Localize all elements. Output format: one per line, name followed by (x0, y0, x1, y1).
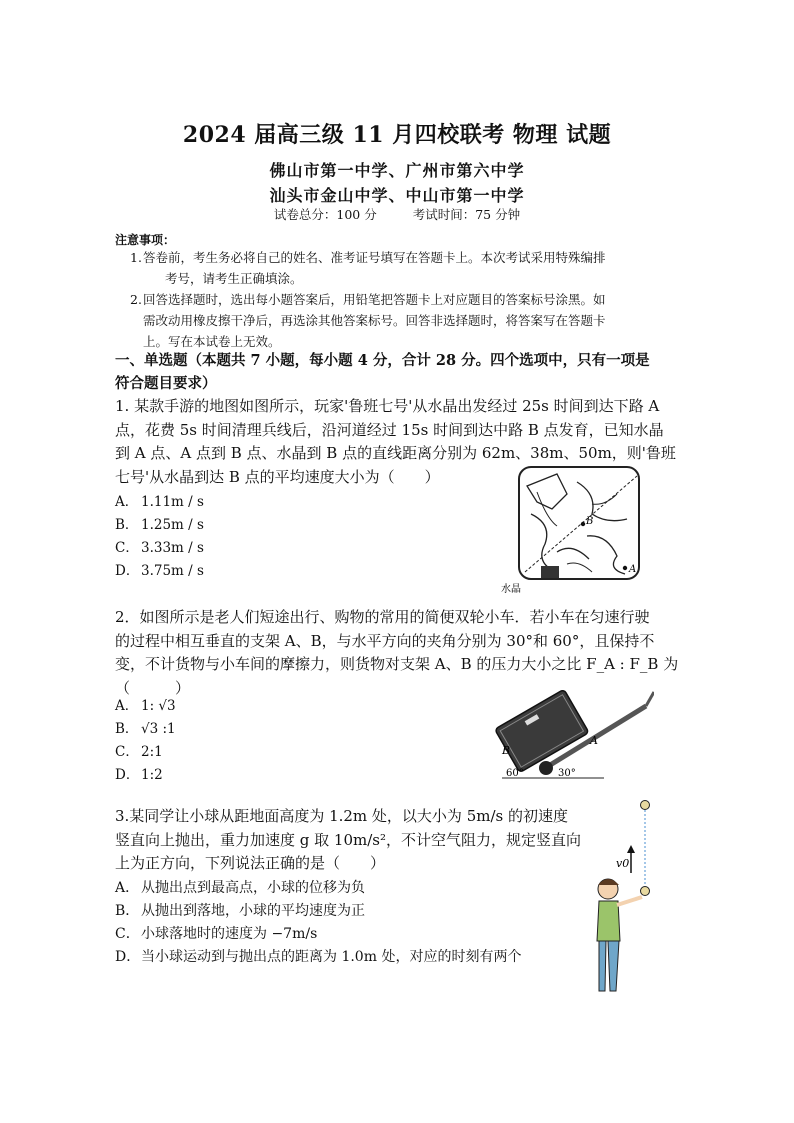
option-text: √3 :1 (141, 721, 176, 737)
q3-option-a[interactable] (115, 877, 365, 897)
angle-30-label: 30° (558, 768, 576, 779)
option-letter: C． (115, 540, 139, 556)
q3-option-c[interactable] (115, 923, 317, 943)
section-heading-line: 符合题目要求） (115, 375, 217, 392)
v0-label: v0 (616, 857, 630, 870)
option-letter: B． (115, 903, 140, 919)
notice-item-number: 1. (130, 250, 142, 265)
arm-icon (617, 897, 642, 905)
cargo-box (495, 689, 589, 772)
option-text: 1.25m / s (141, 517, 204, 533)
option-text: 3.75m / s (141, 563, 204, 579)
q1-option-c[interactable] (115, 536, 204, 556)
notice-item-number: 2. (130, 292, 142, 307)
arrow-head-icon (627, 845, 635, 853)
handle (646, 692, 654, 706)
option-letter: A． (115, 494, 139, 510)
q2-option-b[interactable] (115, 717, 176, 737)
option-text: 1.11m / s (141, 494, 204, 510)
option-letter: D． (115, 563, 140, 579)
q2-option-a[interactable] (115, 694, 176, 714)
q2-option-c[interactable] (115, 740, 163, 760)
q1-option-a[interactable] (115, 490, 204, 510)
option-letter: C． (115, 744, 139, 760)
option-text: 1:2 (141, 767, 163, 783)
point-b-label: B (586, 516, 594, 527)
option-text: 当小球运动到与抛出点的距离为 1.0m 处，对应的时刻有两个 (141, 949, 522, 965)
question-line: 七号'从水晶到达 B 点的平均速度大小为（ ） (115, 467, 440, 486)
question-line: 3.某同学让小球从距地面高度为 1.2m 处，以大小为 5m/s 的初速度 (115, 807, 568, 825)
hair-icon (598, 879, 619, 885)
q2-option-d[interactable] (115, 763, 163, 783)
section-heading (115, 349, 685, 395)
q3-option-b[interactable] (115, 900, 365, 920)
option-letter: B． (115, 721, 139, 737)
wheel-icon (539, 761, 553, 775)
crystal-label: 水晶 (501, 584, 521, 595)
option-text: 小球落地时的速度为 −7m/s (141, 926, 318, 942)
section-heading-line: 一、单选题（本题共 7 小题，每小题 4 分，合计 28 分。四个选项中，只有一项是 (115, 352, 650, 369)
notice-item-2 (130, 289, 683, 352)
option-text: 2:1 (141, 744, 163, 760)
schools-line-1: 佛山市第一中学、广州市第六中学 (269, 161, 525, 180)
question-3-stem (115, 805, 595, 876)
shirt-icon (597, 901, 620, 941)
option-text: 从抛出点到最高点，小球的位移为负 (141, 880, 365, 896)
notice-line: 需改动用橡皮擦干净后，再选涂其他答案标号。回答非选择题时，将答案写在答题卡 (143, 313, 606, 328)
exam-meta (0, 205, 794, 223)
schools-line-2: 汕头市金山中学、中山市第一中学 (269, 186, 525, 205)
legs-icon (599, 941, 619, 991)
option-letter: A． (115, 880, 140, 896)
crystal-base (541, 566, 559, 578)
q1-option-d[interactable] (115, 559, 204, 579)
ball-top-icon (641, 801, 650, 810)
question-line: 变，不计货物与小车间的摩擦力，则货物对支架 A、B 的压力大小之比 F_A : F_B 为 (115, 655, 679, 673)
question-line: 点，花费 5s 时间清理兵线后，沿河道经过 15s 时间到达中路 B 点发育，已知水晶 (115, 420, 664, 439)
point-a-label: A (629, 564, 637, 575)
support-b-label: B (502, 744, 511, 757)
question-line: 竖直向上抛出，重力加速度 g 取 10m/s²，不计空气阻力，规定竖直向 (115, 830, 581, 849)
option-letter: D． (115, 949, 141, 965)
notice-line: 答卷前，考生务必将自己的姓名、准考证号填写在答题卡上。本次考试采用特殊编排 (143, 250, 606, 265)
angle-60-label: 60° (506, 768, 524, 779)
question-line: 上为正方向，下列说法正确的是（ ） (115, 854, 386, 872)
option-text: 1: √3 (141, 698, 176, 714)
question-line: （ ） (115, 678, 191, 697)
option-letter: A． (115, 698, 139, 714)
question-line: 2．如图所示是老人们短途出行、购物的常用的简便双轮小车．若小车在匀速行驶 (115, 608, 650, 626)
cart-figure (494, 682, 654, 782)
option-text: 3.33m / s (141, 540, 204, 556)
ball-icon (641, 887, 650, 896)
total-score: 试卷总分：100 分 (273, 207, 377, 222)
point-a-marker (623, 566, 627, 570)
notice-line: 考号，请考生正确填涂。 (165, 271, 303, 286)
q3-option-d[interactable] (115, 946, 521, 966)
exam-time: 考试时间：75 分钟 (412, 207, 521, 222)
option-letter: C． (115, 926, 140, 942)
notice-line: 回答选择题时，选出每小题答案后，用铅笔把答题卡上对应题目的答案标号涂黑。如 (143, 292, 606, 307)
q1-option-b[interactable] (115, 513, 204, 533)
option-text: 从抛出到落地，小球的平均速度为正 (141, 903, 365, 919)
exam-title: 2024 届高三级 11 月四校联考 物理 试题 (182, 122, 612, 148)
question-line: 1. 某款手游的地图如图所示，玩家'鲁班七号'从水晶出发经过 25s 时间到达下路 A (115, 397, 660, 415)
notice-item-1 (130, 247, 683, 289)
point-b-marker (581, 522, 585, 526)
ball-throw-figure (590, 795, 670, 995)
game-map-figure (497, 464, 657, 596)
notice-line: 上。写在本试卷上无效。 (143, 334, 281, 349)
support-a-label: A (590, 734, 598, 747)
notice-heading: 注意事项： (115, 233, 176, 247)
question-line: 到 A 点、A 点到 B 点、水晶到 B 点的直线距离分别为 62m、38m、50m，则'鲁班 (115, 444, 676, 462)
question-line: 的过程中相互垂直的支架 A、B，与水平方向的夹角分别为 30°和 60°，且保持不 (115, 631, 655, 650)
option-letter: D． (115, 767, 140, 783)
option-letter: B． (115, 517, 139, 533)
